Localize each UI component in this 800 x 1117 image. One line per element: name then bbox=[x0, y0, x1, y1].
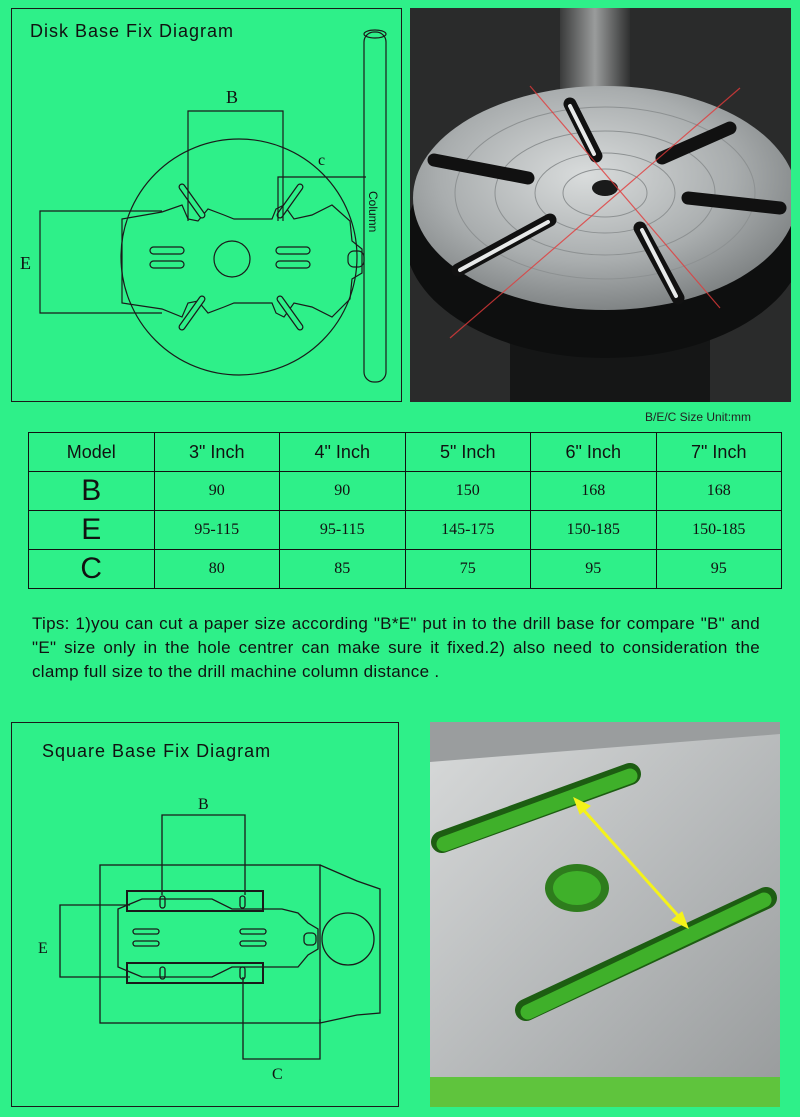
disk-diagram-drawing bbox=[12, 9, 401, 401]
dim-label-c: C bbox=[272, 1066, 283, 1083]
disk-diagram-panel bbox=[11, 8, 402, 402]
table-cell: 95-115 bbox=[280, 511, 406, 550]
table-header-cell: 3" Inch bbox=[154, 433, 280, 472]
square-diagram-panel bbox=[11, 722, 399, 1107]
column-label: Column bbox=[366, 191, 380, 233]
unit-note: B/E/C Size Unit:mm bbox=[645, 410, 752, 424]
table-cell: 150 bbox=[405, 472, 531, 511]
table-cell: 90 bbox=[154, 472, 280, 511]
dim-label-b: B bbox=[226, 87, 239, 107]
table-row bbox=[29, 511, 782, 550]
table-cell: 150-185 bbox=[531, 511, 657, 550]
dim-label-b: B bbox=[198, 796, 209, 813]
square-diagram-title: Square Base Fix Diagram bbox=[42, 741, 272, 761]
row-label: B bbox=[29, 472, 155, 511]
table-row bbox=[29, 472, 782, 511]
table-cell: 150-185 bbox=[656, 511, 782, 550]
table-header-cell: 5" Inch bbox=[405, 433, 531, 472]
table-cell: 90 bbox=[280, 472, 406, 511]
table-cell: 95-115 bbox=[154, 511, 280, 550]
table-header-cell: 6" Inch bbox=[531, 433, 657, 472]
table-header-cell: Model bbox=[29, 433, 155, 472]
table-cell: 145-175 bbox=[405, 511, 531, 550]
square-base-photo-art bbox=[430, 722, 780, 1107]
dim-label-e: E bbox=[38, 940, 48, 957]
tips-text: Tips: 1)you can cut a paper size according "B*E" put in to the drill base for compare "B" and "E" size only in the hole centrer can make sure it fixed.2) also need to consideration the clamp full size to the drill machine column distance . bbox=[32, 614, 760, 681]
table-header-cell: 4" Inch bbox=[280, 433, 406, 472]
disk-diagram-title: Disk Base Fix Diagram bbox=[30, 21, 235, 41]
size-spec-table bbox=[28, 432, 782, 589]
table-cell: 95 bbox=[656, 550, 782, 589]
square-base-photo bbox=[430, 722, 780, 1107]
table-row bbox=[29, 550, 782, 589]
dim-label-c: c bbox=[318, 152, 326, 169]
table-cell: 95 bbox=[531, 550, 657, 589]
table-cell: 80 bbox=[154, 550, 280, 589]
table-cell: 168 bbox=[656, 472, 782, 511]
table-cell: 75 bbox=[405, 550, 531, 589]
square-diagram-drawing bbox=[12, 723, 398, 1106]
table-cell: 168 bbox=[531, 472, 657, 511]
table-header-cell: 7" Inch bbox=[656, 433, 782, 472]
dim-label-e: E bbox=[20, 253, 31, 273]
row-label: C bbox=[29, 550, 155, 589]
disk-base-photo bbox=[410, 8, 791, 402]
disk-base-photo-art bbox=[410, 8, 791, 402]
table-header-row bbox=[29, 433, 782, 472]
table-cell: 85 bbox=[280, 550, 406, 589]
row-label: E bbox=[29, 511, 155, 550]
